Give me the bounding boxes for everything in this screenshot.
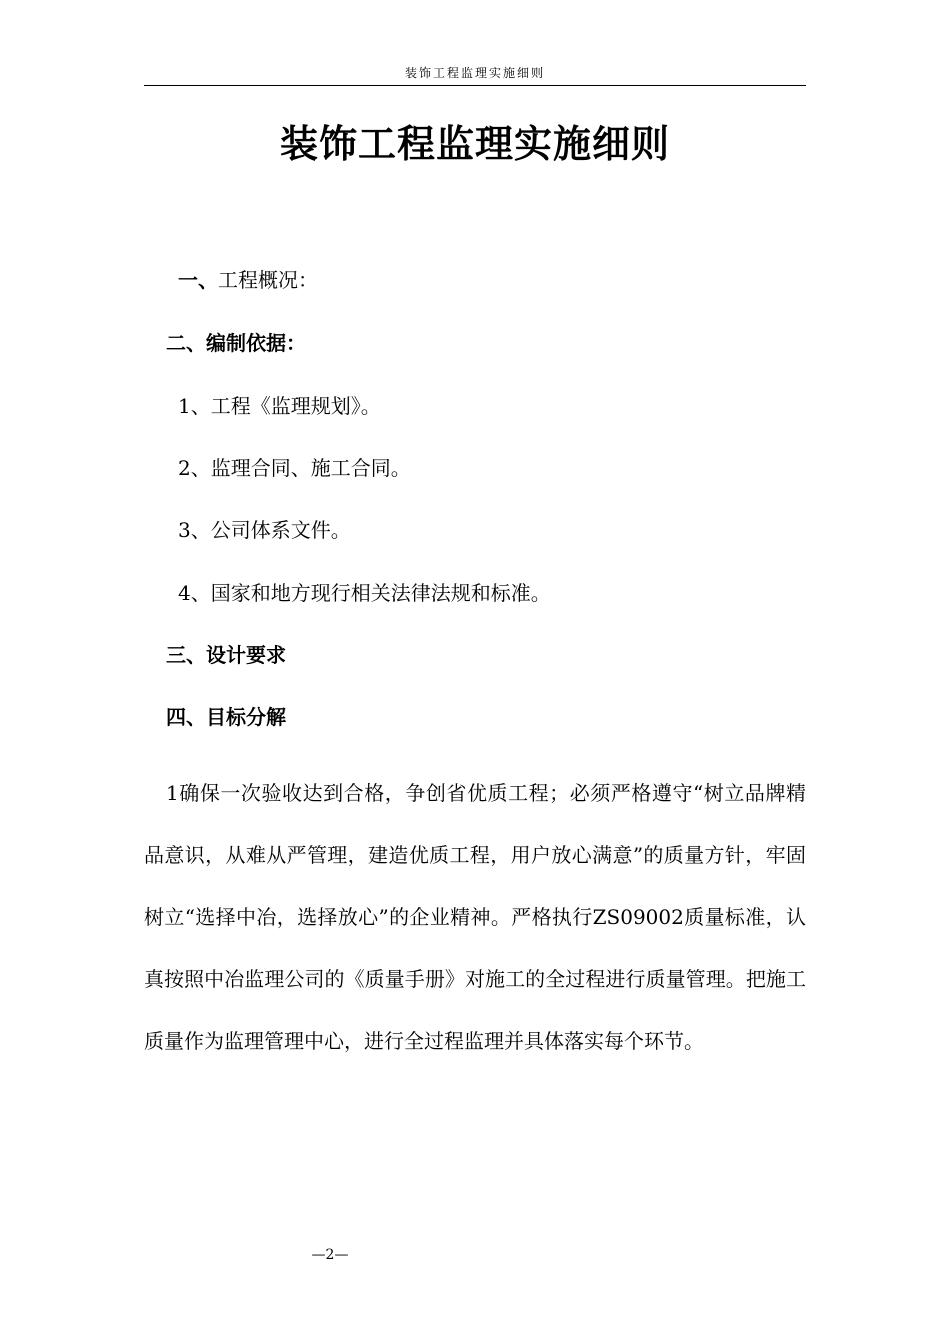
list-item: 2、监理合同、施工合同。 — [178, 456, 411, 480]
list-item: 1、工程《监理规划》。 — [178, 394, 381, 418]
goals-paragraph: 1确保一次验收达到合格，争创省优质工程；必须严格遵守“树立品牌精品意识，从难从严管理，建造优质工程，用户放心满意”的质量方针，牢固树立“选择中冶，选择放心”的企业精神。严格执行ZS09002质量标准，认真按照中冶监理公司的《质量手册》对施工的全过程进行质量管理。把施工质量作为监理管理中心，进行全过程监理并具体落实每个环节。 — [144, 781, 806, 1053]
page-title: 装饰工程监理实施细则 — [279, 122, 670, 166]
section-heading-goals: 四、目标分解 — [166, 705, 286, 729]
section-number-overview: 一、 — [178, 268, 218, 292]
section-heading-overview — [178, 265, 318, 295]
list-item: 3、公司体系文件。 — [178, 518, 351, 542]
page-number: —2— — [311, 1247, 349, 1263]
list-item: 4、国家和地方现行相关法律法规和标准。 — [178, 581, 551, 605]
running-header: 装饰工程监理实施细则 — [404, 66, 545, 80]
section-heading-design: 三、设计要求 — [166, 643, 286, 667]
section-label-overview: 工程概况： — [218, 268, 318, 292]
header-rule — [144, 85, 806, 86]
section-heading-basis: 二、编制依据： — [166, 331, 306, 355]
